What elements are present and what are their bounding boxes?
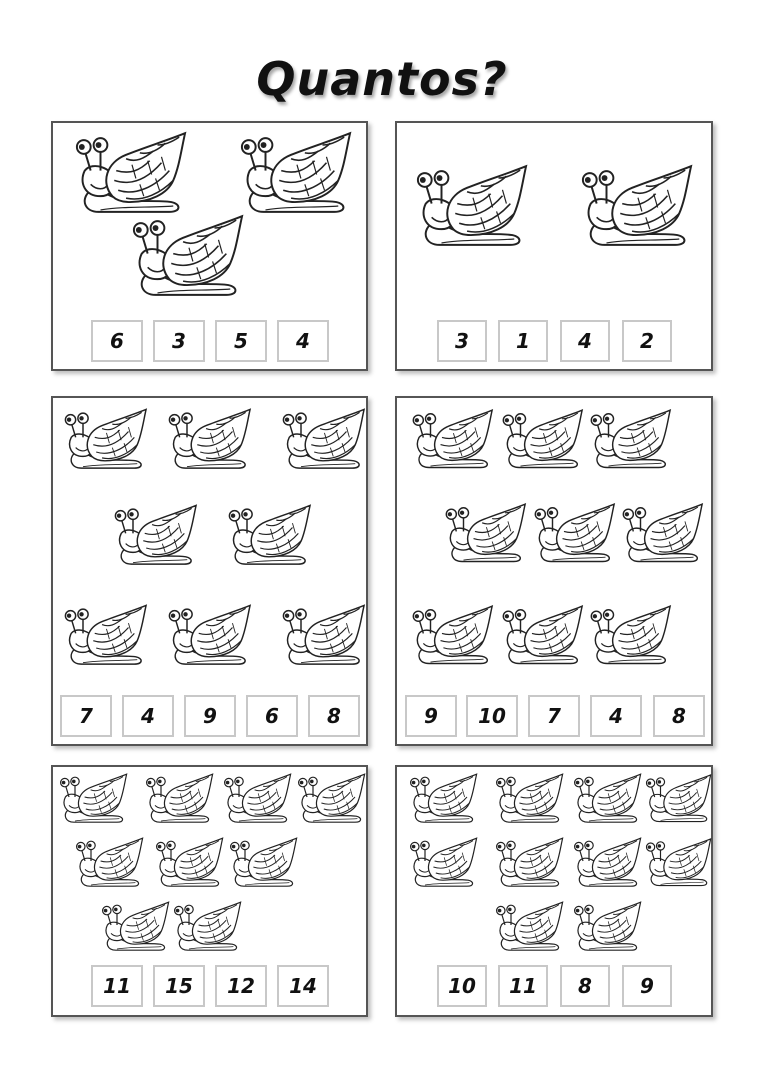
snail-icon: [295, 771, 367, 829]
snail-icon: [111, 502, 199, 572]
snail-icon: [279, 406, 367, 476]
snail-icon: [499, 406, 585, 476]
snail-icon: [165, 406, 253, 476]
snail-icon: [236, 128, 354, 223]
counting-panel-5: [51, 765, 368, 1017]
answer-option[interactable]: 4: [590, 695, 642, 737]
snail-icon: [571, 771, 643, 829]
answer-option[interactable]: 6: [91, 320, 143, 362]
snail-icon: [493, 835, 565, 893]
answer-option[interactable]: 14: [277, 965, 329, 1007]
answer-option[interactable]: 9: [405, 695, 457, 737]
snail-icon: [643, 835, 713, 893]
counting-panel-4: [395, 396, 713, 746]
answer-option[interactable]: 12: [215, 965, 267, 1007]
snail-icon: [221, 771, 293, 829]
answer-option[interactable]: 6: [246, 695, 298, 737]
answer-option[interactable]: 9: [622, 965, 672, 1007]
answer-option[interactable]: 2: [622, 320, 672, 362]
snail-icon: [531, 500, 617, 570]
snail-icon: [99, 899, 171, 957]
snail-icon: [587, 602, 673, 672]
snail-icon: [171, 899, 243, 957]
answer-option[interactable]: 3: [437, 320, 487, 362]
snail-icon: [153, 835, 225, 893]
answer-option[interactable]: 9: [184, 695, 236, 737]
snail-icon: [577, 161, 695, 256]
snail-icon: [412, 161, 530, 256]
answer-option[interactable]: 15: [153, 965, 205, 1007]
page-title: Quantos?: [256, 52, 508, 106]
snail-icon: [57, 771, 129, 829]
answer-option[interactable]: 11: [91, 965, 143, 1007]
answer-option[interactable]: 5: [215, 320, 267, 362]
answer-option[interactable]: 7: [528, 695, 580, 737]
snail-icon: [409, 602, 495, 672]
answer-option[interactable]: 11: [498, 965, 548, 1007]
snail-icon: [571, 899, 643, 957]
counting-panel-2: [395, 121, 713, 371]
answer-option[interactable]: 4: [122, 695, 174, 737]
snail-icon: [493, 771, 565, 829]
answer-option[interactable]: 10: [466, 695, 518, 737]
answer-option[interactable]: 8: [653, 695, 705, 737]
counting-panel-6: [395, 765, 713, 1017]
snail-icon: [225, 502, 313, 572]
answer-option[interactable]: 4: [560, 320, 610, 362]
snail-icon: [442, 500, 528, 570]
snail-icon: [587, 406, 673, 476]
answer-option[interactable]: 8: [308, 695, 360, 737]
snail-icon: [61, 602, 149, 672]
snail-icon: [61, 406, 149, 476]
snail-icon: [571, 835, 643, 893]
snail-icon: [165, 602, 253, 672]
snail-icon: [499, 602, 585, 672]
snail-icon: [128, 211, 246, 306]
counting-panel-3: [51, 396, 368, 746]
snail-icon: [407, 771, 479, 829]
counting-panel-1: [51, 121, 368, 371]
answer-option[interactable]: 4: [277, 320, 329, 362]
answer-option[interactable]: 1: [498, 320, 548, 362]
snail-icon: [407, 835, 479, 893]
snail-icon: [71, 128, 189, 223]
answer-option[interactable]: 8: [560, 965, 610, 1007]
snail-icon: [493, 899, 565, 957]
snail-icon: [619, 500, 705, 570]
snail-icon: [279, 602, 367, 672]
answer-option[interactable]: 7: [60, 695, 112, 737]
answer-option[interactable]: 3: [153, 320, 205, 362]
snail-icon: [73, 835, 145, 893]
snail-icon: [409, 406, 495, 476]
snail-icon: [227, 835, 299, 893]
snail-icon: [643, 771, 713, 829]
snail-icon: [143, 771, 215, 829]
answer-option[interactable]: 10: [437, 965, 487, 1007]
